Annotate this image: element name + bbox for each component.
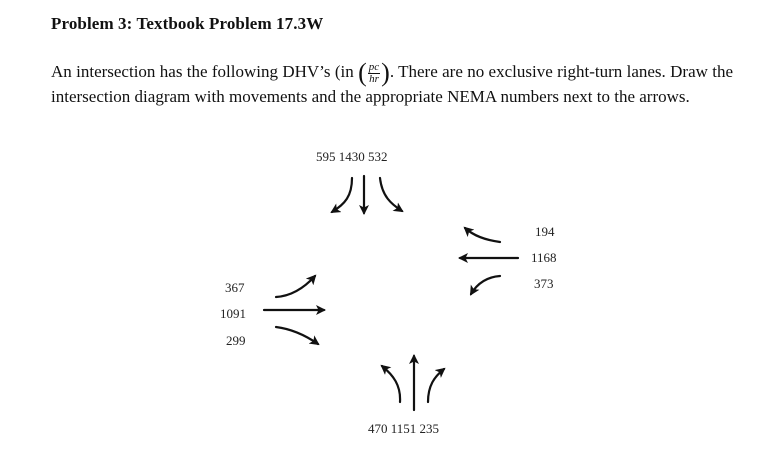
statement-text-1: An intersection has the following DHV’s (in — [51, 62, 354, 81]
northbound-right-arrow — [382, 366, 400, 402]
eastbound-left-arrow — [276, 276, 315, 297]
westbound-through-volume: 1168 — [531, 250, 557, 265]
westbound-left-volume: 373 — [534, 276, 554, 291]
northbound-left-arrow — [428, 369, 444, 402]
westbound-left-arrow — [471, 276, 500, 294]
southbound-right-arrow — [380, 178, 402, 211]
fraction-denominator: hr — [369, 72, 379, 85]
westbound-right-arrow — [465, 228, 500, 242]
problem-title: Problem 3: Textbook Problem 17.3W — [51, 14, 324, 33]
statement-text-2: . There are no exclusive right-turn lanes. — [389, 62, 666, 81]
eastbound-left-volume: 367 — [225, 280, 245, 295]
northbound-volumes: 470 1151 235 — [368, 421, 440, 436]
statement-text-3: Draw the intersection diagram with movements and the appropriate NEMA numbers next to — [51, 62, 734, 106]
eastbound-right-volume: 299 — [226, 333, 246, 348]
westbound-right-volume: 194 — [535, 224, 555, 239]
close-paren: ) — [381, 58, 390, 88]
statement-text-4: the arrows. — [614, 86, 690, 106]
fraction-numerator: pc — [368, 60, 380, 73]
open-paren: ( — [358, 58, 367, 88]
eastbound-through-volume: 1091 — [220, 306, 246, 321]
southbound-volumes: 595 1430 532 — [316, 149, 388, 164]
southbound-left-arrow — [332, 178, 352, 212]
eastbound-right-arrow — [276, 327, 318, 344]
